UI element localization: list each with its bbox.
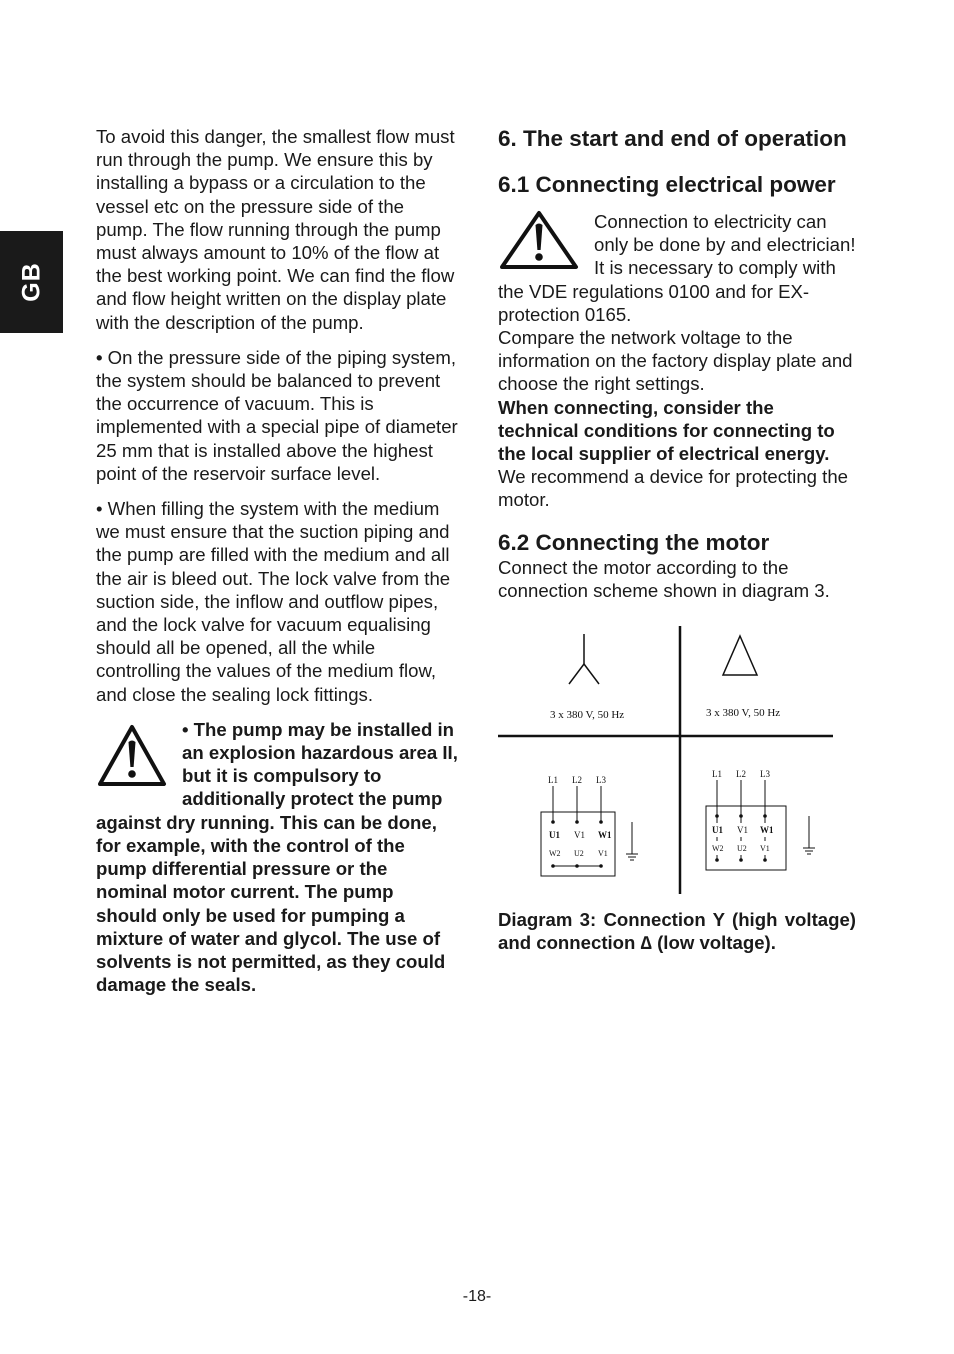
ground-symbol-icon <box>626 822 638 860</box>
paragraph-protection-device: We recommend a device for protecting the motor. <box>498 466 849 511</box>
terminal-u2: U2 <box>574 849 584 859</box>
electrician-warning-block <box>498 209 856 326</box>
paragraph-pressure-side <box>96 346 458 485</box>
electrician-warning-text: Connection to electricity can only be done by and electrician! It is necessary to comply with the VDE regulations 0100 and for EX- protection 0165. <box>498 211 856 325</box>
terminal-w2: W2 <box>712 844 724 854</box>
terminal-w2: W2 <box>549 849 561 859</box>
heading-section-6-1: 6.1 Connecting electrical power <box>498 172 836 197</box>
terminal-box-delta <box>706 769 815 870</box>
heading-section-6-2: 6.2 Connecting the motor <box>498 529 770 555</box>
terminal-v1-bottom: V1 <box>598 849 608 859</box>
line-label-l3: L3 <box>760 769 770 780</box>
terminal-u2: U2 <box>737 844 747 854</box>
connection-diagram-graphic <box>498 626 856 898</box>
explosion-warning-text: • The pump may be installed in an explosion hazardous area II, but it is compulsory to additionally protect the pump against dry running. This can be done, for example, with the control of the pump differential pressure or the nominal motor current. The pump should only be used for pumping a mixture of water and glycol. The use of solvents is not permitted, as they could damage the seals. <box>96 718 458 996</box>
star-y-symbol-icon <box>569 634 599 684</box>
left-column <box>96 125 458 996</box>
warning-triangle-icon <box>96 722 168 788</box>
voltage-label-delta: 3 x 380 V, 50 Hz <box>706 707 781 720</box>
line-label-l1: L1 <box>712 769 722 780</box>
warning-triangle-icon <box>498 209 580 271</box>
terminal-v1: V1 <box>574 830 585 841</box>
terminal-u1: U1 <box>549 830 560 841</box>
paragraph-compare-voltage: Compare the network voltage to the information on the factory display plate and choose the right settings. <box>498 327 853 395</box>
diagram-caption: Diagram 3: Connection Y (high voltage) and connection ∆ (low voltage). <box>498 909 856 954</box>
language-tab-gb <box>0 231 63 333</box>
paragraph-minimum-flow: To avoid this danger, the smallest flow must run through the pump. We ensure this by installing a bypass or a circulation to the vessel etc on the pressure side of the pump. The flow running through the pump must always amount to 10% of the flow at the best working point. We can find the flow and flow height written on the display plate with the description of the pump. <box>96 126 455 333</box>
voltage-label-star: 3 x 380 V, 50 Hz <box>550 709 625 722</box>
paragraph-filling-system: • When filling the system with the medium we must ensure that the suction piping and the pump are filled with the medium and all the air is bleed out. The lock valve from the suction side, the inflow and outflow pipes, and the lock valve for vacuum equalising should all be opened, all the while controlling the values of the medium flow, and close the sealing lock fittings. <box>96 498 451 705</box>
terminal-u1: U1 <box>712 825 723 836</box>
terminal-box-star <box>541 775 638 876</box>
explosion-warning-block <box>96 718 458 996</box>
ground-symbol-icon <box>803 816 815 854</box>
terminal-w1: W1 <box>760 825 774 836</box>
line-label-l2: L2 <box>736 769 746 780</box>
line-label-l1: L1 <box>548 775 558 786</box>
right-column <box>498 125 856 954</box>
heading-section-6: 6. The start and end of operation <box>498 126 847 151</box>
paragraph-connect-motor: Connect the motor according to the connection scheme shown in diagram 3. <box>498 556 830 601</box>
terminal-w1: W1 <box>598 830 612 841</box>
connection-diagram <box>498 626 856 898</box>
paragraph-connection-conditions: When connecting, consider the technical conditions for connecting to the local supplier of electrical energy. <box>498 396 835 465</box>
bullet: • <box>96 346 103 368</box>
paragraph-pressure-side-text: On the pressure side of the piping system, the system should be balanced to prevent the occurrence of vacuum. This is implemented with a special pipe of diameter 25 mm that is installed above the highest point of the reservoir surface level. <box>96 346 458 484</box>
page-number: -18- <box>462 1288 492 1305</box>
delta-symbol-icon <box>723 636 757 675</box>
terminal-v1-bottom: V1 <box>760 844 770 854</box>
language-tab-label: GB <box>17 262 45 302</box>
terminal-v1: V1 <box>737 825 748 836</box>
line-label-l3: L3 <box>596 775 606 786</box>
line-label-l2: L2 <box>572 775 582 786</box>
